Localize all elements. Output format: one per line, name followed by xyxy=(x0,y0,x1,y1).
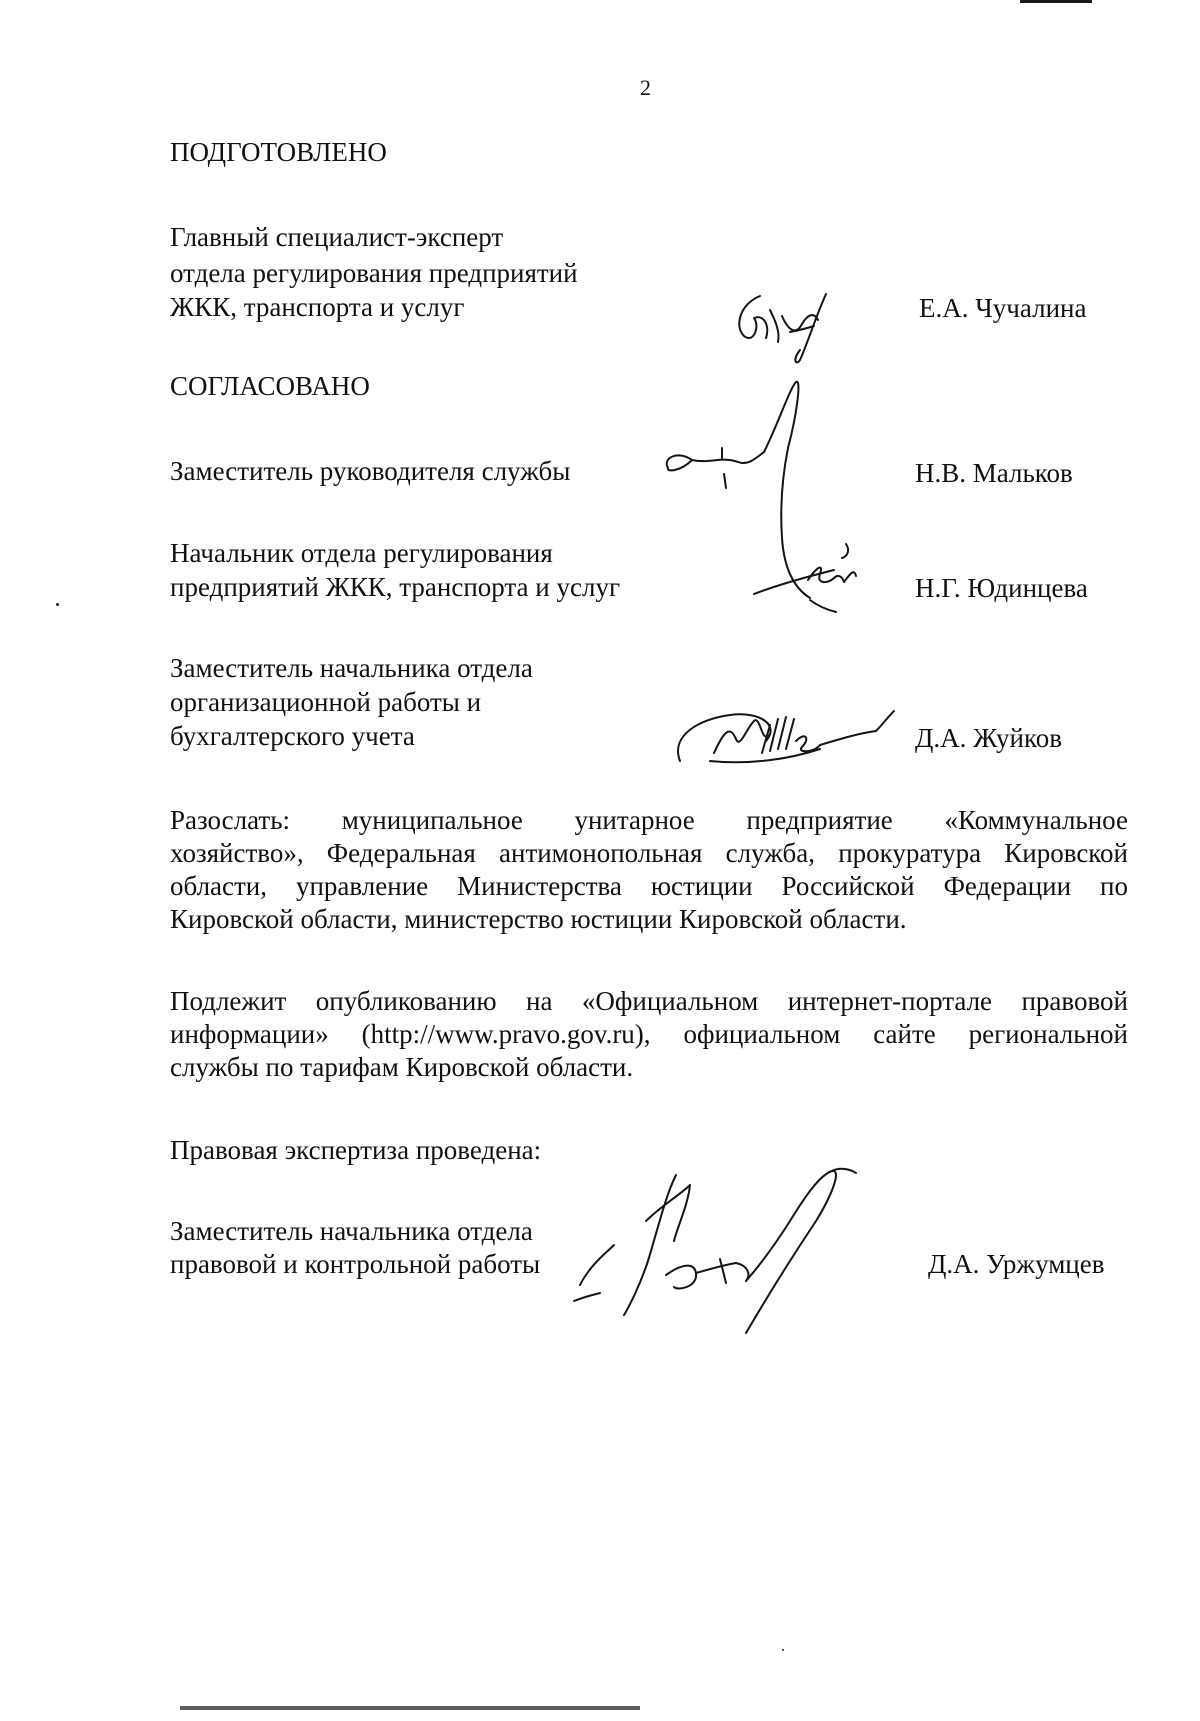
publication-paragraph xyxy=(170,985,1128,1084)
agreed-signer-position-line: Начальник отдела регулирования xyxy=(170,538,553,568)
legal-review-position-line: Заместитель начальника отдела xyxy=(170,1216,533,1246)
publication-line: службы по тарифам Кировской области. xyxy=(170,1052,634,1082)
agreed-signer-position-line: бухгалтерского учета xyxy=(170,721,415,751)
agreed-signer-position-line: предприятий ЖКК, транспорта и услуг xyxy=(170,572,621,602)
publication-line: Подлежит опубликованию на «Официальном интернет-портале правовой xyxy=(170,986,1128,1016)
signature-zhuikov xyxy=(670,695,910,775)
signature-urzhumtsev xyxy=(570,1165,900,1335)
distribution-line: области, управление Министерства юстиции Российской Федерации по xyxy=(170,871,1128,901)
signature-yudintseva xyxy=(750,540,870,620)
scan-edge-mark-bottom xyxy=(180,1706,640,1710)
legal-review-position-line: правовой и контрольной работы xyxy=(170,1249,541,1279)
agreed-heading: СОГЛАСОВАНО xyxy=(170,371,370,401)
prepared-signer-name: Е.А. Чучалина xyxy=(919,293,1087,323)
agreed-signer-position-line: Заместитель руководителя службы xyxy=(170,456,571,486)
publication-line: информации» (http://www.pravo.gov.ru), официальном сайте региональной xyxy=(170,1019,1128,1049)
legal-review-signer-name: Д.А. Уржумцев xyxy=(928,1249,1105,1279)
legal-review-heading: Правовая экспертиза проведена: xyxy=(170,1135,542,1165)
scan-dot-left xyxy=(56,603,59,606)
distribution-line: Кировской области, министерство юстиции Кировской области. xyxy=(170,904,907,934)
distribution-line: хозяйство», Федеральная антимонопольная служба, прокуратура Кировской xyxy=(170,838,1128,868)
distribution-line: Разослать: муниципальное унитарное предприятие «Коммунальное xyxy=(170,805,1128,835)
signature-chuchalina xyxy=(730,286,840,366)
prepared-heading: ПОДГОТОВЛЕНО xyxy=(170,137,387,167)
agreed-signer-position-line: организационной работы и xyxy=(170,687,482,717)
agreed-signer-name: Д.А. Жуйков xyxy=(915,723,1062,753)
page-number: 2 xyxy=(640,75,651,100)
agreed-signer-position-line: Заместитель начальника отдела xyxy=(170,653,533,683)
prepared-position-line: ЖКК, транспорта и услуг xyxy=(170,292,465,322)
scan-edge-mark-top xyxy=(1020,0,1092,3)
agreed-signer-name: Н.Г. Юдинцева xyxy=(915,573,1088,603)
agreed-signer-name: Н.В. Мальков xyxy=(915,458,1073,488)
prepared-position-line: отдела регулирования предприятий xyxy=(170,258,578,288)
scan-dot-bottom xyxy=(782,1649,784,1651)
distribution-paragraph xyxy=(170,804,1128,936)
prepared-position-line: Главный специалист-эксперт xyxy=(170,222,504,252)
